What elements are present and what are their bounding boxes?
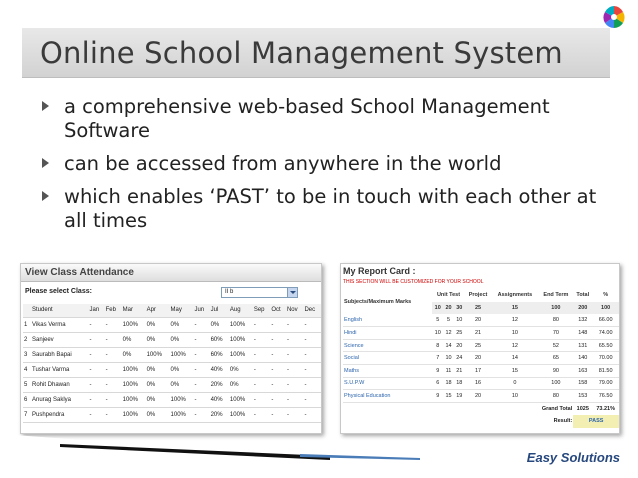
report-header-row <box>343 289 619 302</box>
mark-cell: 14 <box>491 352 538 365</box>
table-cell: 60% <box>210 347 229 362</box>
table-cell: - <box>286 407 303 422</box>
mark-cell: 17 <box>465 365 492 378</box>
bullet-arrow-icon <box>42 191 49 201</box>
table-cell: 0% <box>146 407 170 422</box>
report-card-table <box>343 289 619 428</box>
table-cell: 5 <box>23 377 31 392</box>
table-cell: - <box>89 317 105 332</box>
table-row <box>23 392 321 407</box>
table-cell: 100% <box>170 392 194 407</box>
table-cell: 60% <box>210 332 229 347</box>
table-cell: 6 <box>23 392 31 407</box>
mark-cell: 81.50 <box>592 365 619 378</box>
table-cell: - <box>253 377 271 392</box>
mark-cell: 9 <box>432 390 443 403</box>
bullet-list <box>42 95 612 242</box>
table-cell: 100% <box>229 317 253 332</box>
table-cell: 100% <box>170 347 194 362</box>
mark-cell: 20 <box>465 352 492 365</box>
mark-cell: 10 <box>454 314 465 327</box>
table-row <box>23 347 321 362</box>
subject-name: English <box>343 314 432 327</box>
table-cell: - <box>286 392 303 407</box>
table-row <box>343 390 619 403</box>
max-mark: 10 <box>432 302 443 315</box>
table-cell: - <box>105 347 122 362</box>
max-mark: 30 <box>454 302 465 315</box>
table-cell: 100% <box>229 347 253 362</box>
col-header: % <box>603 292 609 299</box>
mark-cell: 79.00 <box>592 377 619 390</box>
col-header: Unit Test <box>436 292 461 299</box>
mark-cell: 9 <box>432 365 443 378</box>
attendance-title: View Class Attendance <box>25 267 134 278</box>
table-cell: 0% <box>210 317 229 332</box>
table-cell: - <box>105 362 122 377</box>
table-cell: - <box>270 347 286 362</box>
mark-cell: 163 <box>573 365 592 378</box>
col-header: Oct <box>270 304 286 317</box>
table-cell: - <box>193 377 209 392</box>
col-header: Assignments <box>497 292 533 299</box>
table-cell: 20% <box>210 407 229 422</box>
table-cell: 4 <box>23 362 31 377</box>
table-row <box>343 352 619 365</box>
col-header: Aug <box>229 304 253 317</box>
mark-cell: 7 <box>432 352 443 365</box>
mark-cell: 70 <box>539 327 574 340</box>
table-row <box>343 365 619 378</box>
table-cell: - <box>89 347 105 362</box>
table-cell: - <box>286 317 303 332</box>
class-select-value: II b <box>225 289 234 295</box>
table-cell: - <box>253 317 271 332</box>
mark-cell: 20 <box>465 314 492 327</box>
table-row <box>343 377 619 390</box>
table-cell: - <box>193 392 209 407</box>
mark-cell: 10 <box>432 327 443 340</box>
mark-cell: 131 <box>573 339 592 352</box>
col-header: Jan <box>89 304 105 317</box>
col-header: Jul <box>210 304 229 317</box>
mark-cell: 15 <box>443 390 454 403</box>
table-row <box>23 377 321 392</box>
mark-cell: 10 <box>491 390 538 403</box>
table-cell: 0% <box>170 317 194 332</box>
mark-cell: 18 <box>443 377 454 390</box>
table-cell: 100% <box>122 377 146 392</box>
grand-total-percent: 73.21% <box>596 405 615 412</box>
max-mark: 100 <box>539 302 574 315</box>
subject-name: Social <box>343 352 432 365</box>
attendance-header-row <box>23 304 321 317</box>
mark-cell: 100 <box>539 377 574 390</box>
table-cell: 100% <box>146 347 170 362</box>
table-cell: - <box>270 362 286 377</box>
attendance-panel <box>20 263 322 434</box>
table-cell: - <box>193 362 209 377</box>
mark-cell: 20 <box>454 339 465 352</box>
table-cell: 100% <box>122 317 146 332</box>
result-badge: PASS <box>573 415 619 428</box>
table-cell: - <box>193 317 209 332</box>
col-header: Student <box>31 304 89 317</box>
col-header: Total <box>576 292 590 299</box>
table-cell: 20% <box>210 377 229 392</box>
max-mark: 200 <box>573 302 592 315</box>
table-cell: 1 <box>23 317 31 332</box>
col-header: May <box>170 304 194 317</box>
table-row <box>343 339 619 352</box>
bullet-item <box>42 152 612 176</box>
slide-swoosh-decoration <box>0 420 638 478</box>
col-header: Jun <box>193 304 209 317</box>
chevron-down-icon[interactable] <box>287 288 297 297</box>
table-cell: 100% <box>229 332 253 347</box>
report-card-panel <box>340 263 620 434</box>
mark-cell: 158 <box>573 377 592 390</box>
table-cell: - <box>286 347 303 362</box>
mark-cell: 24 <box>454 352 465 365</box>
table-cell: - <box>253 332 271 347</box>
table-cell: - <box>253 407 271 422</box>
table-row <box>23 317 321 332</box>
grand-total-label: Grand Total <box>541 405 573 412</box>
mark-cell: 66.00 <box>592 314 619 327</box>
mark-cell: 25 <box>465 339 492 352</box>
table-row <box>343 314 619 327</box>
max-mark: 15 <box>491 302 538 315</box>
mark-cell: 90 <box>539 365 574 378</box>
table-cell: 100% <box>122 392 146 407</box>
table-cell: - <box>286 377 303 392</box>
mark-cell: 14 <box>443 339 454 352</box>
mark-cell: 76.50 <box>592 390 619 403</box>
mark-cell: 5 <box>432 314 443 327</box>
table-cell: 7 <box>23 407 31 422</box>
table-cell: 0% <box>170 332 194 347</box>
customization-notice: THIS SECTION WILL BE CUSTOMIZED FOR YOUR SCHOOL <box>343 279 484 285</box>
student-name: Sanjeev <box>31 332 89 347</box>
table-row <box>23 332 321 347</box>
student-name: Vikas Verma <box>31 317 89 332</box>
subject-name: S.U.P.W <box>343 377 432 390</box>
max-mark: 20 <box>443 302 454 315</box>
mark-cell: 148 <box>573 327 592 340</box>
table-cell: - <box>303 377 321 392</box>
table-cell: 100% <box>122 362 146 377</box>
mark-cell: 0 <box>491 377 538 390</box>
bullet-text: a comprehensive web-based School Management Software <box>64 95 550 142</box>
mark-cell: 6 <box>432 377 443 390</box>
table-cell: - <box>253 392 271 407</box>
mark-cell: 11 <box>443 365 454 378</box>
table-cell: 0% <box>146 392 170 407</box>
mark-cell: 65.50 <box>592 339 619 352</box>
mark-cell: 25 <box>454 327 465 340</box>
mark-cell: 18 <box>454 377 465 390</box>
col-header <box>23 304 31 317</box>
table-cell: - <box>303 332 321 347</box>
table-cell: 100% <box>170 407 194 422</box>
mark-cell: 21 <box>454 365 465 378</box>
result-label: Result: <box>553 418 573 425</box>
table-cell: 100% <box>229 392 253 407</box>
table-cell: 100% <box>229 407 253 422</box>
mark-cell: 10 <box>443 352 454 365</box>
table-cell: 3 <box>23 347 31 362</box>
table-cell: - <box>105 317 122 332</box>
grand-total-value: 1025 <box>576 405 589 412</box>
bullet-text: which enables ‘PAST’ to be in touch with each other at all times <box>64 185 597 232</box>
table-cell: - <box>303 347 321 362</box>
table-cell: - <box>89 362 105 377</box>
table-cell: - <box>303 407 321 422</box>
table-cell: - <box>286 362 303 377</box>
table-cell: - <box>270 407 286 422</box>
table-cell: - <box>270 392 286 407</box>
mark-cell: 52 <box>539 339 574 352</box>
grand-total-row <box>343 402 619 415</box>
mark-cell: 8 <box>432 339 443 352</box>
bullet-item <box>42 185 612 233</box>
mark-cell: 153 <box>573 390 592 403</box>
mark-cell: 21 <box>465 327 492 340</box>
mark-cell: 74.00 <box>592 327 619 340</box>
bullet-arrow-icon <box>42 158 49 168</box>
mark-cell: 80 <box>539 314 574 327</box>
subject-name: Science <box>343 339 432 352</box>
mark-cell: 12 <box>443 327 454 340</box>
title-bar <box>22 28 610 78</box>
col-header: Sep <box>253 304 271 317</box>
table-cell: 2 <box>23 332 31 347</box>
table-cell: 0% <box>146 377 170 392</box>
table-cell: 0% <box>170 362 194 377</box>
table-cell: 0% <box>146 332 170 347</box>
attendance-table <box>23 304 321 423</box>
student-name: Saurabh Bapai <box>31 347 89 362</box>
table-cell: - <box>253 347 271 362</box>
col-header: Apr <box>146 304 170 317</box>
mark-cell: 70.00 <box>592 352 619 365</box>
max-mark: 100 <box>592 302 619 315</box>
student-name: Anurag Saklya <box>31 392 89 407</box>
table-cell: - <box>193 332 209 347</box>
table-cell: - <box>270 377 286 392</box>
table-cell: - <box>105 332 122 347</box>
mark-cell: 80 <box>539 390 574 403</box>
table-cell: - <box>286 332 303 347</box>
pinwheel-logo-icon <box>601 4 627 30</box>
table-cell: - <box>303 362 321 377</box>
student-name: Tushar Varma <box>31 362 89 377</box>
table-cell: - <box>253 362 271 377</box>
mark-cell: 132 <box>573 314 592 327</box>
col-header: Subjects/Maximum Marks <box>344 298 412 305</box>
mark-cell: 10 <box>491 327 538 340</box>
table-cell: 0% <box>122 347 146 362</box>
table-cell: - <box>105 377 122 392</box>
bullet-item <box>42 95 612 143</box>
attendance-header <box>21 264 321 282</box>
table-cell: - <box>303 317 321 332</box>
subject-name: Maths <box>343 365 432 378</box>
student-name: Rohit Dhawan <box>31 377 89 392</box>
subject-name: Hindi <box>343 327 432 340</box>
table-cell: - <box>89 377 105 392</box>
table-cell: 0% <box>229 377 253 392</box>
col-header: End Term <box>543 292 569 299</box>
slide-title: Online School Management System <box>40 36 563 70</box>
table-cell: 0% <box>146 362 170 377</box>
mark-cell: 12 <box>491 339 538 352</box>
mark-cell: 5 <box>443 314 454 327</box>
report-card-title: My Report Card : <box>343 266 416 276</box>
table-row <box>23 362 321 377</box>
col-header: Nov <box>286 304 303 317</box>
table-row <box>343 327 619 340</box>
table-cell: 40% <box>210 362 229 377</box>
table-cell: - <box>89 407 105 422</box>
class-select-label: Please select Class: <box>25 288 92 295</box>
table-cell: 0% <box>146 317 170 332</box>
class-select[interactable] <box>221 287 298 298</box>
col-header: Feb <box>105 304 122 317</box>
mark-cell: 65 <box>539 352 574 365</box>
table-cell: - <box>105 392 122 407</box>
mark-cell: 15 <box>491 365 538 378</box>
table-cell: - <box>193 347 209 362</box>
mark-cell: 140 <box>573 352 592 365</box>
mark-cell: 20 <box>465 390 492 403</box>
table-cell: - <box>193 407 209 422</box>
table-cell: 0% <box>122 332 146 347</box>
col-header: Project <box>468 292 488 299</box>
student-name: Pushpendra <box>31 407 89 422</box>
mark-cell: 12 <box>491 314 538 327</box>
subject-name: Physical Education <box>343 390 432 403</box>
col-header: Mar <box>122 304 146 317</box>
brand-footer: Easy Solutions <box>526 450 620 465</box>
table-cell: 0% <box>170 377 194 392</box>
table-cell: - <box>89 392 105 407</box>
bullet-arrow-icon <box>42 101 49 111</box>
bullet-text: can be accessed from anywhere in the world <box>64 152 502 175</box>
table-cell: - <box>89 332 105 347</box>
table-cell: - <box>105 407 122 422</box>
table-cell: - <box>270 317 286 332</box>
table-cell: 100% <box>122 407 146 422</box>
table-cell: - <box>270 332 286 347</box>
table-cell: 0% <box>229 362 253 377</box>
table-cell: - <box>303 392 321 407</box>
table-cell: 40% <box>210 392 229 407</box>
mark-cell: 19 <box>454 390 465 403</box>
col-header: Dec <box>303 304 321 317</box>
mark-cell: 16 <box>465 377 492 390</box>
max-mark: 25 <box>465 302 492 315</box>
